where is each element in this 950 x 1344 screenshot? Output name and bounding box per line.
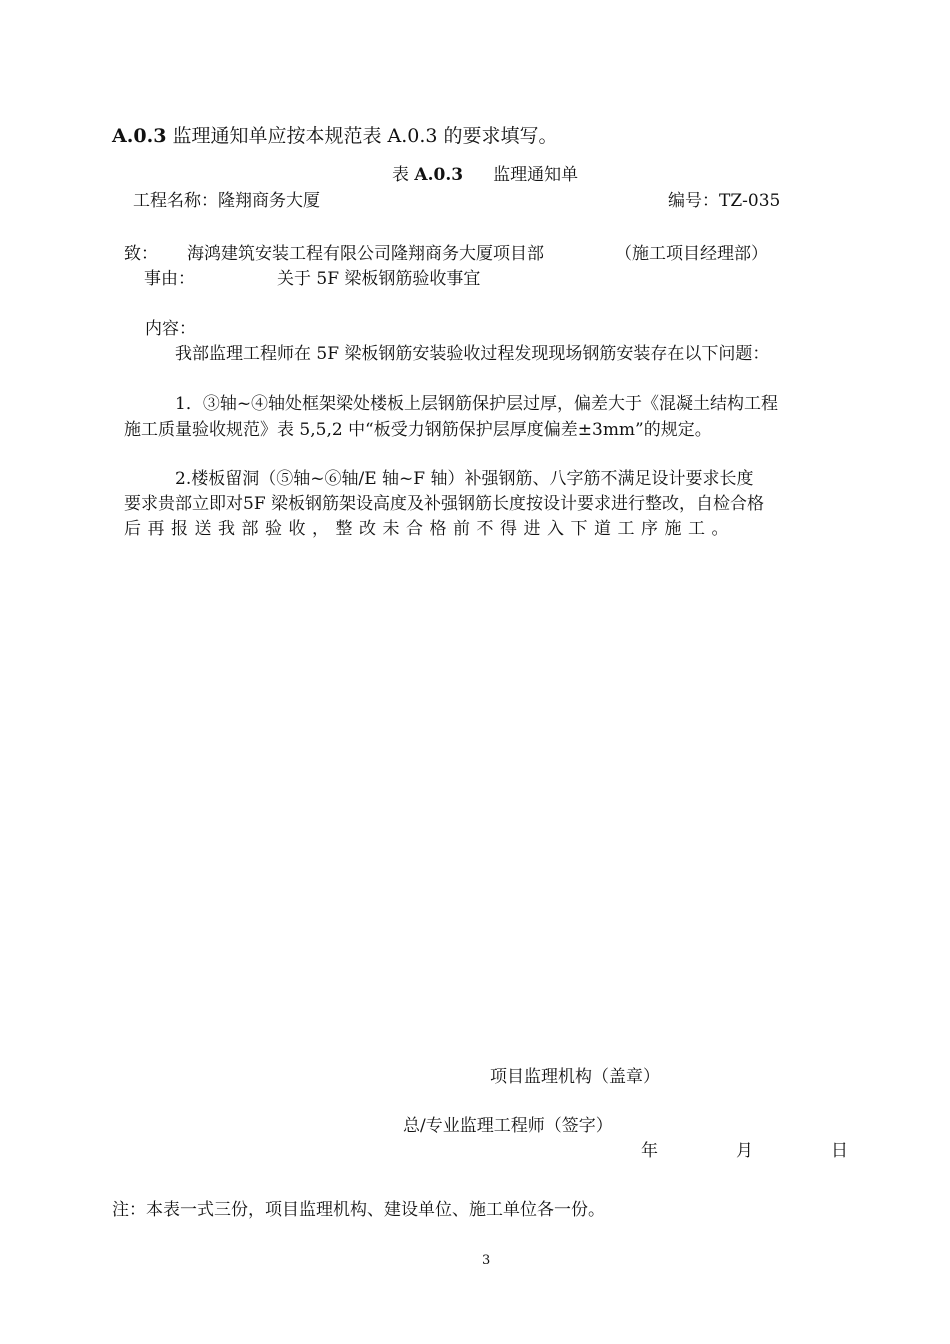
recipient-role: （施工项目经理部） [615,244,768,264]
content-line: 2.楼板留洞（⑤轴~⑥轴/E 轴~F 轴）补强钢筋、八字筋不满足设计要求长度 [175,469,754,489]
project-number: TZ-035 [719,191,781,211]
section-heading-text: 监理通知单应按本规范表 A.0.3 的要求填写。 [172,125,558,147]
date-day: 日 [831,1141,848,1161]
section-code: A.0.3 [112,125,167,147]
project-number-row [668,190,780,212]
date-year: 年 [641,1141,658,1161]
project-name-row [133,190,320,212]
recipient: 海鸿建筑安装工程有限公司隆翔商务大厦项目部 [187,244,544,264]
project-name-label: 工程名称： [133,191,218,211]
project-number-label: 编号： [668,191,719,211]
content-label: 内容： [145,319,196,339]
engineer-signature: 总/专业监理工程师（签字） [403,1116,613,1136]
content-line: 1．③轴~④轴处框架梁处楼板上层钢筋保护层过厚，偏差大于《混凝土结构工程 [175,394,779,414]
content-line: 施工质量验收规范》表 5,5,2 中“板受力钢筋保护层厚度偏差±3mm”的规定。 [124,420,712,440]
table-title: 表 A.0.3 监理通知单 [392,165,579,185]
to-label: 致： [124,244,158,264]
content-line: 后再报送我部验收，整改未合格前不得进入下道工序施工。 [124,519,735,539]
section-heading [112,125,558,147]
date-month: 月 [736,1141,753,1161]
table-name: 监理通知单 [493,165,579,185]
project-name: 隆翔商务大厦 [218,191,320,211]
reason-text: 关于 5F 梁板钢筋验收事宜 [277,269,481,289]
reason-label: 事由： [144,269,195,289]
content-line: 我部监理工程师在 5F 梁板钢筋安装验收过程发现现场钢筋安装存在以下问题： [175,344,770,364]
supervision-org-seal: 项目监理机构（盖章） [490,1067,660,1087]
content-line: 要求贵部立即对5F 梁板钢筋架设高度及补强钢筋长度按设计要求进行整改，自检合格 [124,494,765,514]
footnote: 注：本表一式三份，项目监理机构、建设单位、施工单位各一份。 [112,1200,605,1220]
page-number: 3 [482,1253,491,1268]
table-code: A.0.3 [414,165,464,185]
